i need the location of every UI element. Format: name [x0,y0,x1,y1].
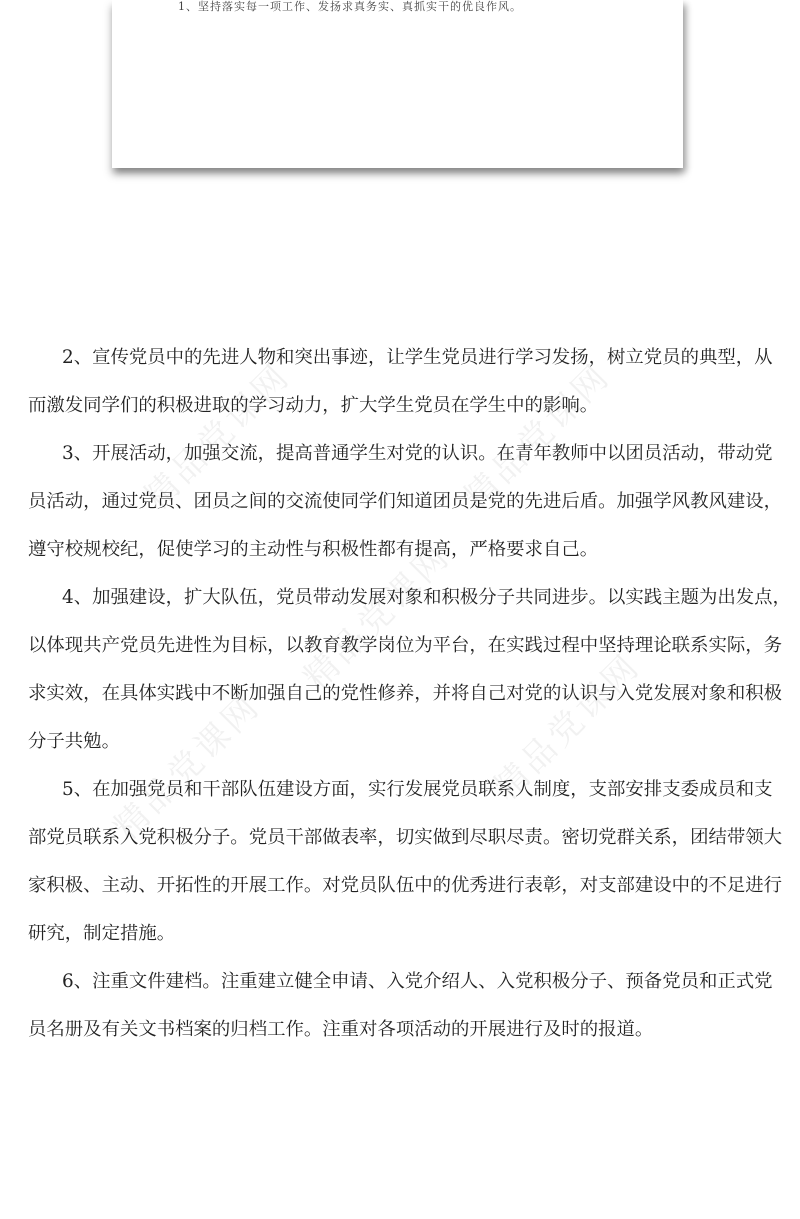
paragraph-line: 求实效，在具体实践中不断加强自己的党性修养，并将自己对党的认识与入党发展对象和积极 [28,683,783,704]
paragraph-line: 员名册及有关文书档案的归档工作。注重对各项活动的开展进行及时的报道。 [28,1019,654,1040]
paragraph-line: 2、宣传党员中的先进人物和突出事迹，让学生党员进行学习发扬，树立党员的典型，从 [62,347,773,368]
watermark: 精品党课网 [136,355,299,519]
paragraph-line: 3、开展活动，加强交流，提高普通学生对党的认识。在青年教师中以团员活动，带动党 [62,443,773,464]
paragraph [28,334,772,430]
paragraph-line: 家积极、主动、开拓性的开展工作。对党员队伍中的优秀进行表彰，对支部建设中的不足进行 [28,875,783,896]
paragraph-line: 4、加强建设，扩大队伍，党员带动发展对象和积极分子共同进步。以实践主题为出发点， [62,587,791,608]
paragraph-line: 以体现共产党员先进性为目标，以教育教学岗位为平台，在实践过程中坚持理论联系实际，务 [28,635,783,656]
watermark: 精品党课网 [486,645,649,809]
paragraph-line: 而激发同学们的积极进取的学习动力，扩大学生党员在学生中的影响。 [28,395,599,416]
paragraph-line: 员活动，通过党员、团员之间的交流使同学们知道团员是党的先进后盾。加强学风教风建设， [28,491,783,512]
paragraph [28,958,772,1054]
paragraph-line: 部党员联系入党积极分子。党员干部做表率，切实做到尽职尽责。密切党群关系，团结带领大 [28,827,783,848]
watermark: 精品党课网 [106,685,269,849]
paragraph-line: 6、注重文件建档。注重建立健全申请、入党介绍人、入党积极分子、预备党员和正式党 [62,971,773,992]
paragraph [28,766,783,958]
paragraph-line: 研究，制定措施。 [28,923,176,944]
watermark: 精品党课网 [456,355,619,519]
document-page-preview [112,0,683,168]
paragraph [28,574,791,766]
paragraph-line: 5、在加强党员和干部队伍建设方面，实行发展党员联系人制度，支部安排支委成员和支 [62,779,773,800]
paragraph-line: 分子共勉。 [28,731,120,752]
paragraph [28,430,783,574]
watermark: 精品党课网 [296,535,459,699]
paragraph-line: 遵守校规校纪，促使学习的主动性与积极性都有提高，严格要求自己。 [28,539,599,560]
document-body [28,334,791,1054]
preview-item-1: 1、坚持落实每一项工作、发扬求真务实、真抓实干的优良作风。 [178,0,522,13]
